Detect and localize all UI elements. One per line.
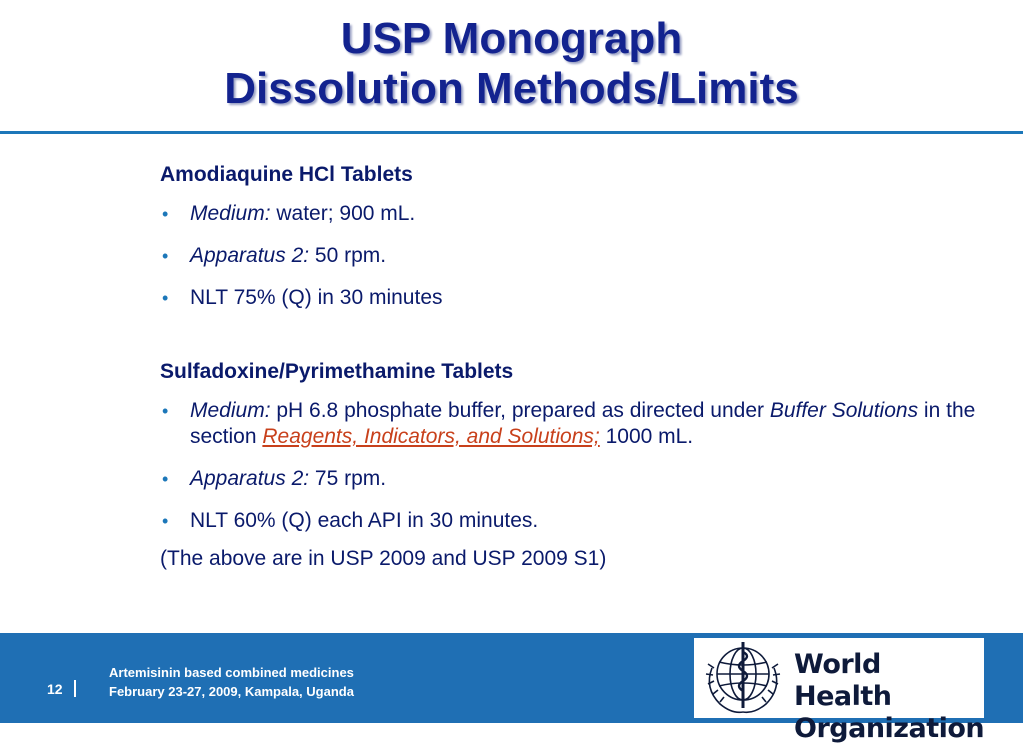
item-text: in the section <box>190 399 976 448</box>
bullet-dot-icon: • <box>162 469 169 489</box>
amodiaquine-list <box>160 201 980 311</box>
bullet-dot-icon: • <box>162 288 169 308</box>
item-text: NLT 60% (Q) each API in 30 minutes. <box>190 509 539 532</box>
bullet-dot-icon: • <box>162 204 169 224</box>
bullet-dot-icon: • <box>162 246 169 266</box>
list-item <box>160 398 980 450</box>
title-line-2: Dissolution Methods/Limits <box>224 64 799 113</box>
footer-caption <box>109 663 354 701</box>
who-emblem-icon <box>698 638 788 718</box>
reagents-link[interactable]: Reagents, Indicators, and Solutions; <box>262 425 600 448</box>
who-wordmark-line-2: Organization <box>794 713 985 744</box>
item-text: 50 rpm. <box>309 244 387 267</box>
item-text: pH 6.8 phosphate buffer, prepared as directed under <box>270 399 770 422</box>
slide-title <box>0 14 1023 114</box>
section-heading-sulfadoxine: Sulfadoxine/Pyrimethamine Tablets <box>160 360 514 383</box>
list-item <box>160 201 980 227</box>
page-number: 12 <box>47 681 63 697</box>
list-item <box>160 243 980 269</box>
title-line-1: USP Monograph <box>340 14 683 63</box>
who-logo <box>694 638 985 744</box>
section-heading-amodiaquine: Amodiaquine HCl Tablets <box>160 163 413 186</box>
title-divider <box>0 131 1023 134</box>
item-text: NLT 75% (Q) in 30 minutes <box>190 286 443 309</box>
source-note: (The above are in USP 2009 and USP 2009 S1) <box>160 547 607 570</box>
list-item <box>160 285 980 311</box>
list-item <box>160 466 980 492</box>
who-wordmark-line-1: World Health <box>794 649 892 712</box>
item-text: water; 900 mL. <box>270 202 416 225</box>
item-label: Apparatus 2: <box>190 244 310 267</box>
who-wordmark <box>794 649 984 745</box>
item-label: Medium: <box>190 399 271 422</box>
item-text: 75 rpm. <box>309 467 387 490</box>
page-number-divider <box>74 680 76 697</box>
item-label: Apparatus 2: <box>190 467 310 490</box>
bullet-dot-icon: • <box>162 511 169 531</box>
item-label: Medium: <box>190 202 271 225</box>
sulfadoxine-list <box>160 398 980 534</box>
footer-line-1: Artemisinin based combined medicines <box>109 665 354 680</box>
item-text: 1000 mL. <box>599 425 694 448</box>
bullet-dot-icon: • <box>162 401 169 421</box>
buffer-solutions-text: Buffer Solutions <box>769 399 919 422</box>
list-item <box>160 508 980 534</box>
slide-content <box>160 162 980 572</box>
footer-bar <box>0 633 1023 744</box>
footer-line-2: February 23-27, 2009, Kampala, Uganda <box>109 684 354 699</box>
